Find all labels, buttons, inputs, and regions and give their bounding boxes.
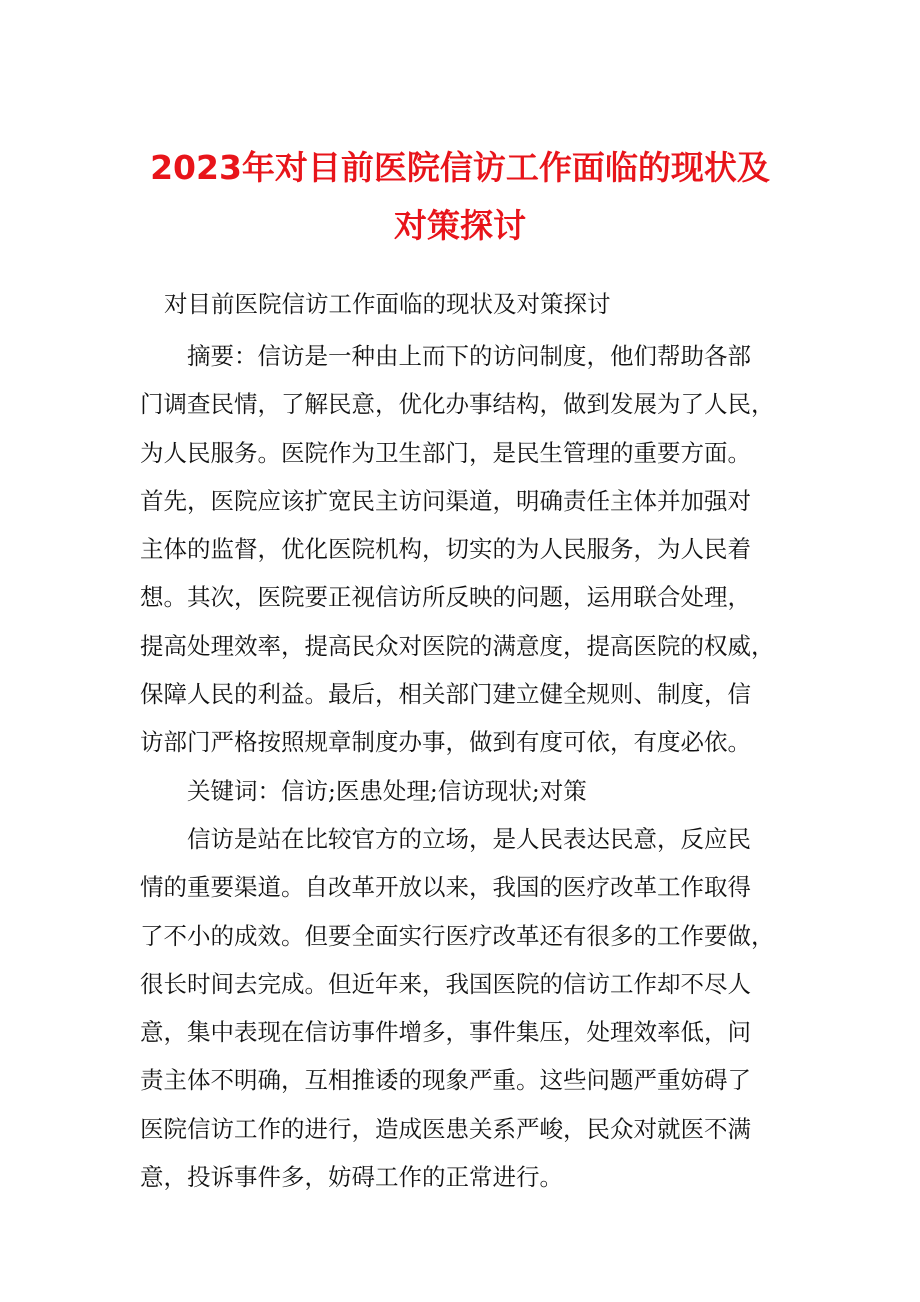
intro-line: 责主体不明确，互相推诿的现象严重。这些问题严重妨碍了 xyxy=(140,1066,751,1095)
intro-line: 信访是站在比较官方的立场，是人民表达民意，反应民 xyxy=(187,825,751,853)
intro-line: 情的重要渠道。自改革开放以来，我国的医疗改革工作取得 xyxy=(140,873,751,902)
intro-paragraph xyxy=(140,815,800,1201)
intro-line: 医院信访工作的进行，造成医患关系严峻，民众对就医不满 xyxy=(140,1114,751,1143)
intro-line: 很长时间去完成。但近年来，我国医院的信访工作却不尽人 xyxy=(140,969,751,998)
keywords-line: 关键词：信访;医患处理;信访现状;对策 xyxy=(187,777,587,805)
abstract-paragraph xyxy=(140,332,800,767)
intro-line: 了不小的成效。但要全面实行医疗改革还有很多的工作要做， xyxy=(140,921,775,950)
intro-line: 意，集中表现在信访事件增多，事件集压，处理效率低，问 xyxy=(140,1018,751,1047)
abstract-line: 访部门严格按照规章制度办事，做到有度可依，有度必依。 xyxy=(140,728,751,757)
abstract-line: 摘要：信访是一种由上而下的访问制度，他们帮助各部 xyxy=(187,342,751,370)
intro-line: 意，投诉事件多，妨碍工作的正常进行。 xyxy=(140,1163,563,1192)
abstract-line: 主体的监督，优化医院机构，切实的为人民服务，为人民着 xyxy=(140,535,751,564)
document-subtitle: 对目前医院信访工作面临的现状及对策探讨 xyxy=(164,290,611,318)
document-title-line-1: 2023年对目前医院信访工作面临的现状及 xyxy=(150,148,770,187)
abstract-line: 门调查民情，了解民意，优化办事结构，做到发展为了人民， xyxy=(140,390,775,419)
abstract-line: 提高处理效率，提高民众对医院的满意度，提高医院的权威， xyxy=(140,631,775,660)
abstract-line: 保障人民的利益。最后，相关部门建立健全规则、制度，信 xyxy=(140,680,751,709)
abstract-line: 想。其次，医院要正视信访所反映的问题，运用联合处理， xyxy=(140,583,751,612)
keywords-paragraph xyxy=(140,767,800,815)
abstract-line: 首先，医院应该扩宽民主访问渠道，明确责任主体并加强对 xyxy=(140,486,751,515)
abstract-line: 为人民服务。医院作为卫生部门，是民生管理的重要方面。 xyxy=(140,438,751,467)
document-title-line-2: 对策探讨 xyxy=(394,206,526,245)
